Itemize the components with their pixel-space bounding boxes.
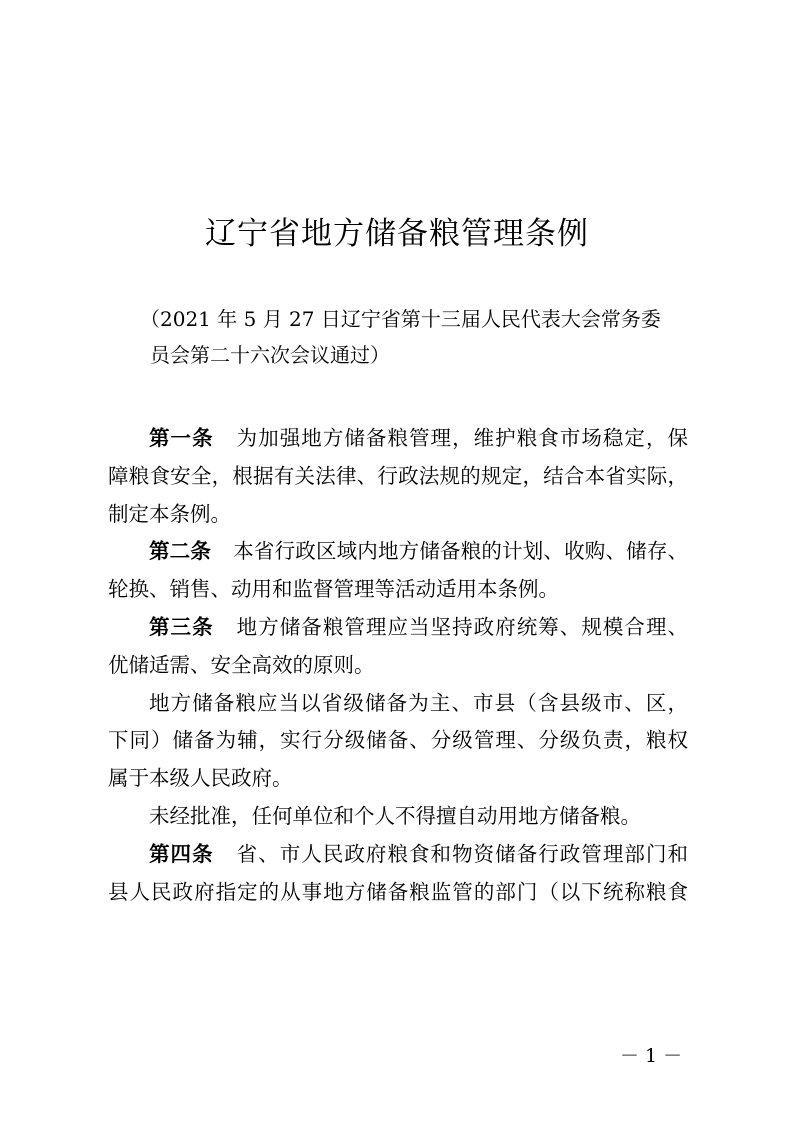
- article-label: 第三条: [149, 614, 214, 639]
- document-body: [108, 420, 688, 911]
- article-line: 地方储备粮应当以省级储备为主、市县（含县级市、区，: [149, 690, 688, 715]
- document-subtitle: [140, 301, 700, 373]
- article-line: 未经批准，任何单位和个人不得擅自动用地方储备粮。: [149, 803, 641, 828]
- article-line: 制定本条例。: [108, 501, 231, 526]
- article-line: 障粮食安全，根据有关法律、行政法规的规定，结合本省实际，: [108, 463, 688, 488]
- article-line: 优储适需、安全高效的原则。: [108, 652, 375, 677]
- article-1-first-line: [108, 420, 688, 458]
- page-number: － 1 －: [620, 1045, 683, 1067]
- subtitle-line: （2021 年 5 月 27 日辽宁省第十三届人民代表大会常务委: [140, 307, 661, 331]
- article-line: 属于本级人民政府。: [108, 766, 293, 791]
- article-line: 轮换、销售、动用和监督管理等活动适用本条例。: [108, 577, 559, 602]
- article-label: 第一条: [149, 426, 214, 450]
- article-text: 地方储备粮管理应当坚持政府统筹、规模合理、: [235, 614, 688, 639]
- article-line: 县人民政府指定的从事地方储备粮监管的部门（以下统称粮食: [108, 879, 688, 904]
- article-text: 省、市人民政府粮食和物资储备行政管理部门和: [235, 841, 688, 866]
- article-label: 第四条: [149, 841, 214, 866]
- article-text: 本省行政区域内地方储备粮的计划、收购、储存、: [233, 539, 689, 564]
- document-title: 辽宁省地方储备粮管理条例: [205, 216, 589, 252]
- subtitle-line: 员会第二十六次会议通过）: [150, 343, 390, 367]
- article-2-first-line: [108, 533, 688, 571]
- article-label: 第二条: [149, 539, 212, 564]
- article-4-first-line: [108, 836, 688, 874]
- article-line: 下同）储备为辅，实行分级储备、分级管理、分级负责，粮权: [108, 728, 688, 753]
- article-text: 为加强地方储备粮管理，维护粮食市场稳定，保: [235, 426, 688, 450]
- article-3-first-line: [108, 609, 688, 647]
